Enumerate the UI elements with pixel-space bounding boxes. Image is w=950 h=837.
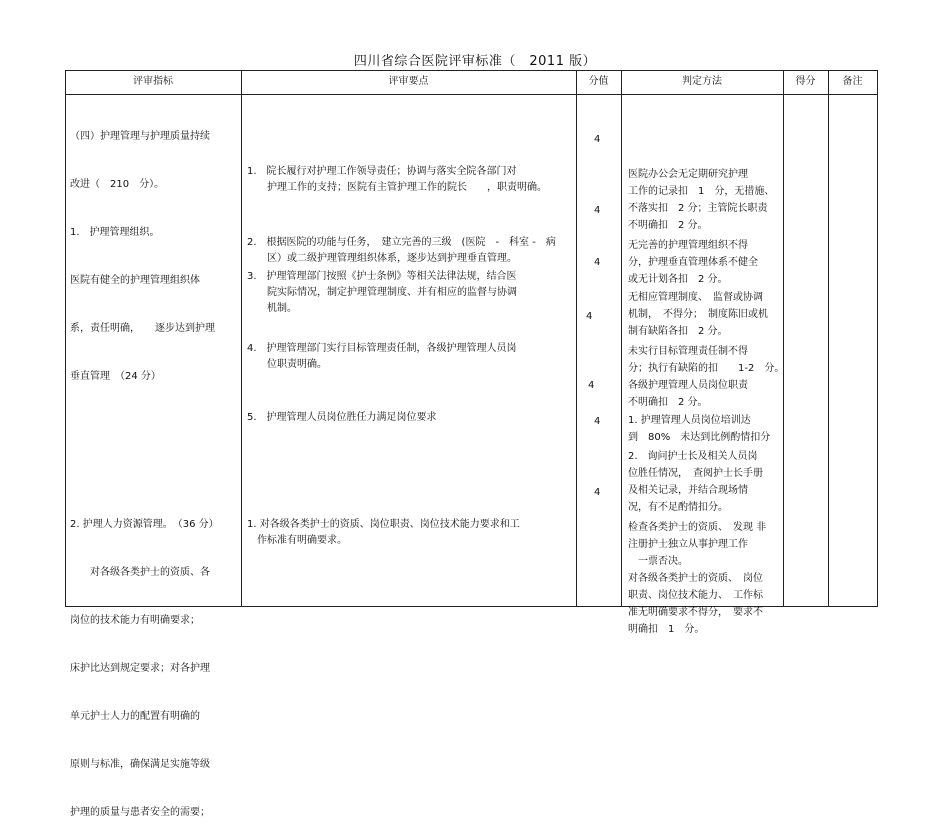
score-2: 4 xyxy=(594,205,601,216)
page-title: 四川省综合医院评审标准（ 2011 版） xyxy=(353,54,597,69)
header-method: 判定方法 xyxy=(682,76,722,87)
score-5b: 4 xyxy=(594,416,601,427)
header-remarks: 备注 xyxy=(842,76,863,87)
method-5a: 1. 护理管理人员岗位培训达 到 80% 未达到比例酌情扣分 xyxy=(628,415,771,443)
header-obtained: 得分 xyxy=(795,76,816,87)
score-5a: 4 xyxy=(588,380,595,391)
header-points: 评审要点 xyxy=(388,76,429,87)
method-5b: 2. 询问护士长及相关人员岗 位胜任情况， 查阅护士长手册 及相关记录，并结合现场情 况，有不足酌情扣分。 xyxy=(628,451,763,513)
point-6: 1. 对各级各类护士的资质、岗位职责、岗位技术能力要求和工 作标准有明确要求。 xyxy=(247,519,520,546)
score-3: 4 xyxy=(594,257,601,268)
point-1: 1. 院长履行对护理工作领导责任；协调与落实全院各部门对 护理工作的支持；医院有主管护理工作的院长 ，职责明确。 xyxy=(247,166,547,193)
point-4: 4. 护理管理部门实行目标管理责任制，各级护理管理人员岗 位职责明确。 xyxy=(247,343,517,370)
header-indicator: 评审指标 xyxy=(133,76,173,87)
score-1: 4 xyxy=(594,134,601,145)
header-score: 分值 xyxy=(588,76,609,87)
method-3: 无相应管理制度、 监督或协调 机制， 不得分； 制度陈旧或机 制有缺陷各扣 2 分。 xyxy=(628,292,768,337)
score-4: 4 xyxy=(586,311,593,322)
point-3: 3. 护理管理部门按照《护士条例》等相关法律法规，结合医 院实际情况，制定护理管理制度、并有相应的监督与协调 机制。 xyxy=(247,271,517,314)
method-4: 未实行目标管理责任制不得 分；执行有缺陷的扣 1-2 分。 各级护理管理人员岗位职责 不明确扣 2 分。 xyxy=(628,346,785,408)
method-2: 无完善的护理管理组织不得 分，护理垂直管理体系不健全 或无计划各扣 2 分。 xyxy=(628,240,758,285)
point-2: 2. 根据医院的功能与任务， 建立完善的三级 (医院 - 科室 - 病 区）或二级护理管理组织体系，逐步达到护理垂直管理。 xyxy=(247,237,556,264)
method-6: 检查各类护士的资质、 发现 非 注册护士独立从事护理工作 一票否决。 对各级各类护士的资质、 岗位 职责、岗位技术能力、 工作标 准无明确要求不得分， 要求不 明确扣 1 分。 xyxy=(628,522,767,635)
score-6: 4 xyxy=(594,487,601,498)
indicator-1: （四）护理管理与护理质量持续 改进（ 210 分）。 1. 护理管理组织。 医院有健全的护理管理组织体 系，责任明确， 逐步达到护理 垂直管理 （24 分） xyxy=(70,131,215,382)
method-1: 医院办公会无定期研究护理 工作的记录扣 1 分，无措施、 不落实扣 2 分；主管院长职责 不明确扣 2 分。 xyxy=(628,169,775,231)
indicator-2: 2. 护理人力资源管理。 （36 分） 对各级各类护士的资质、各 岗位的技术能力有明确要求； 床护比达到规定要求；对各护理 单元护士人力的配置有明确的 原则与标准，确保满足实施等级 护理的质量与患者安全的需要； xyxy=(70,519,219,818)
point-5: 5. 护理管理人员岗位胜任力满足岗位要求 xyxy=(247,412,437,423)
